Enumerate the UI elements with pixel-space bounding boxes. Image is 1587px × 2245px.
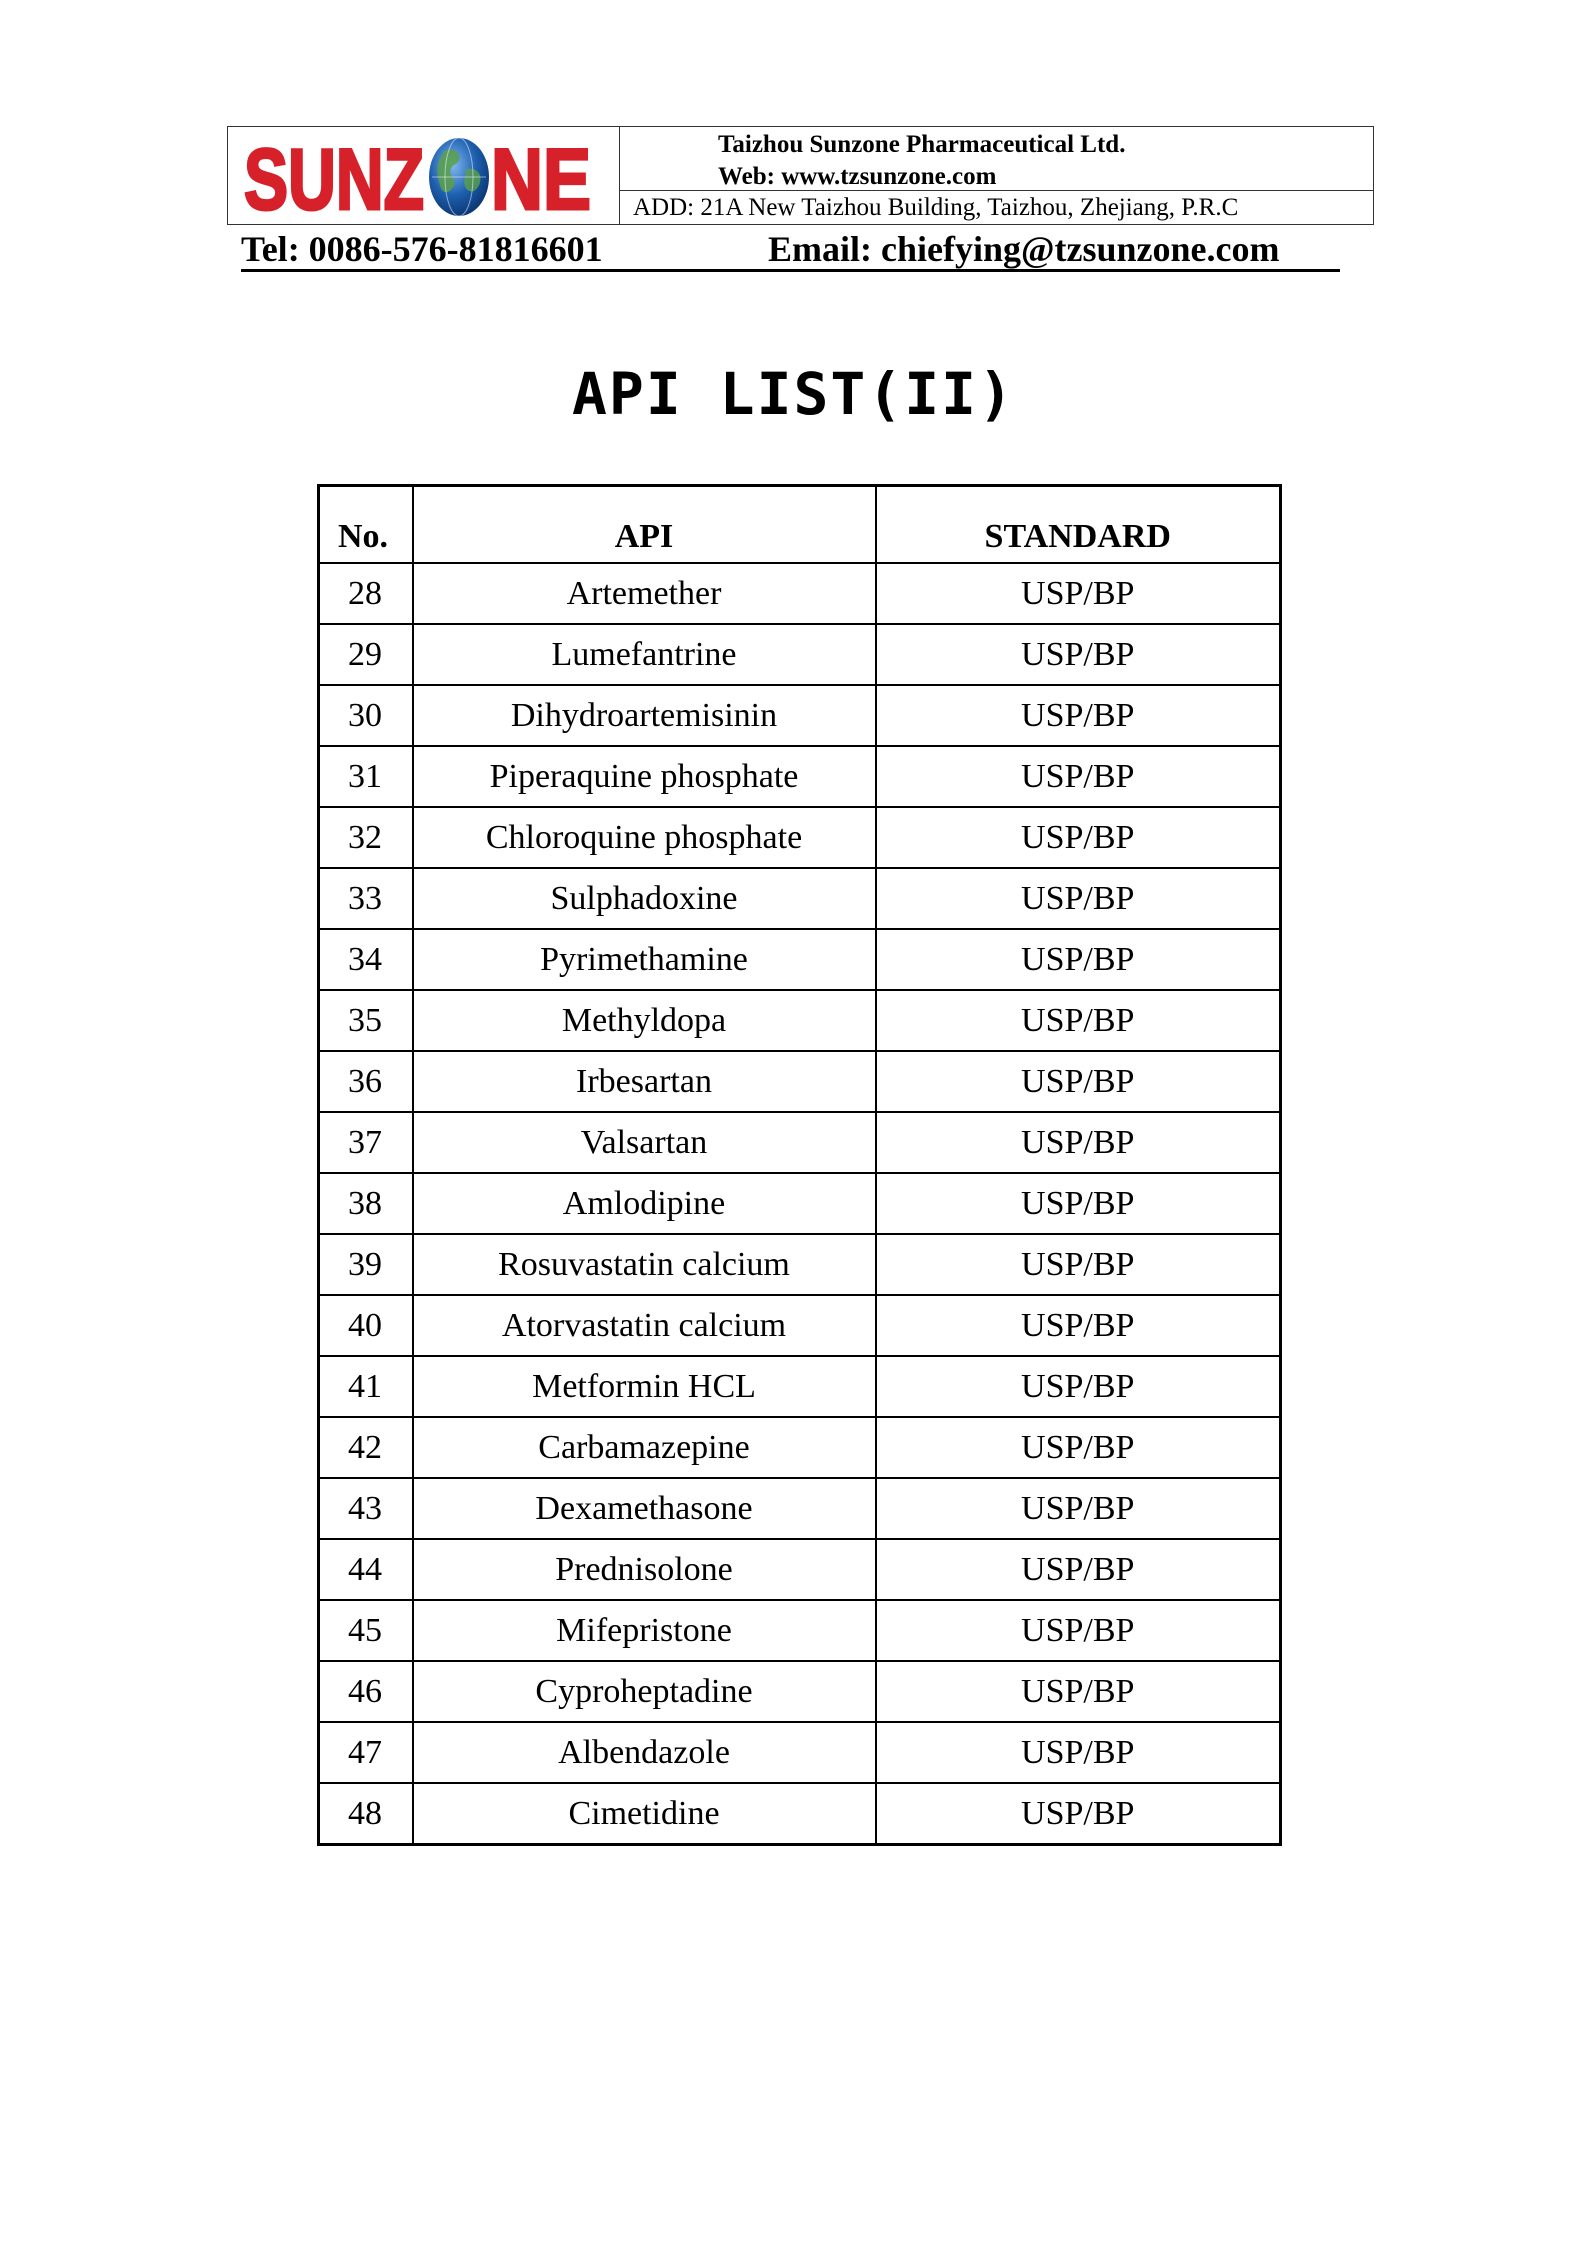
api-name: Lumefantrine (413, 624, 876, 685)
api-name: Albendazole (413, 1722, 876, 1783)
api-standard: USP/BP (876, 929, 1281, 990)
api-name: Atorvastatin calcium (413, 1295, 876, 1356)
globe-icon (429, 138, 489, 216)
table-body (319, 563, 1281, 1845)
table-row (319, 1661, 1281, 1722)
api-name: Chloroquine phosphate (413, 807, 876, 868)
table-row (319, 1478, 1281, 1539)
api-name: Rosuvastatin calcium (413, 1234, 876, 1295)
row-number: 45 (319, 1600, 413, 1661)
api-standard: USP/BP (876, 1295, 1281, 1356)
table-row (319, 1783, 1281, 1845)
api-standard: USP/BP (876, 1051, 1281, 1112)
row-number: 39 (319, 1234, 413, 1295)
company-address: ADD: 21A New Taizhou Building, Taizhou, Zhejiang, P.R.C (633, 193, 1239, 221)
api-name: Amlodipine (413, 1173, 876, 1234)
api-standard: USP/BP (876, 1722, 1281, 1783)
api-name: Methyldopa (413, 990, 876, 1051)
api-standard: USP/BP (876, 746, 1281, 807)
row-number: 29 (319, 624, 413, 685)
table-row (319, 929, 1281, 990)
sunzone-logo (244, 129, 606, 221)
table-row (319, 1356, 1281, 1417)
contact-tel: Tel: 0086-576-81816601 (241, 229, 603, 269)
company-info-top (620, 127, 1373, 191)
row-number: 31 (319, 746, 413, 807)
table-row (319, 1051, 1281, 1112)
table-row (319, 685, 1281, 746)
table-row (319, 1173, 1281, 1234)
api-name: Dexamethasone (413, 1478, 876, 1539)
svg-text:SUNZ: SUNZ (244, 132, 424, 221)
table-row (319, 1722, 1281, 1783)
api-standard: USP/BP (876, 1417, 1281, 1478)
company-web: Web: www.tzsunzone.com (718, 163, 997, 190)
api-standard: USP/BP (876, 990, 1281, 1051)
logo-cell (228, 127, 620, 224)
company-name: Taizhou Sunzone Pharmaceutical Ltd. (718, 131, 1126, 158)
svg-text:NE: NE (491, 132, 591, 221)
row-number: 40 (319, 1295, 413, 1356)
row-number: 32 (319, 807, 413, 868)
api-standard: USP/BP (876, 624, 1281, 685)
row-number: 36 (319, 1051, 413, 1112)
api-standard: USP/BP (876, 685, 1281, 746)
api-standard: USP/BP (876, 868, 1281, 929)
table-row (319, 624, 1281, 685)
row-number: 33 (319, 868, 413, 929)
api-name: Prednisolone (413, 1539, 876, 1600)
api-standard: USP/BP (876, 1112, 1281, 1173)
row-number: 28 (319, 563, 413, 624)
letterhead (227, 126, 1374, 225)
api-standard: USP/BP (876, 1356, 1281, 1417)
row-number: 44 (319, 1539, 413, 1600)
header-standard: STANDARD (876, 486, 1281, 564)
table-row (319, 1539, 1281, 1600)
page-title: API LIST(II) (571, 360, 1016, 428)
api-name: Dihydroartemisinin (413, 685, 876, 746)
table-row (319, 563, 1281, 624)
api-name: Mifepristone (413, 1600, 876, 1661)
company-info-bottom (620, 191, 1373, 224)
table-row (319, 1600, 1281, 1661)
row-number: 30 (319, 685, 413, 746)
row-number: 41 (319, 1356, 413, 1417)
api-standard: USP/BP (876, 1173, 1281, 1234)
contact-line (241, 226, 1341, 272)
api-name: Pyrimethamine (413, 929, 876, 990)
table-row (319, 807, 1281, 868)
api-standard: USP/BP (876, 1661, 1281, 1722)
api-name: Irbesartan (413, 1051, 876, 1112)
table-row (319, 1295, 1281, 1356)
api-standard: USP/BP (876, 807, 1281, 868)
row-number: 42 (319, 1417, 413, 1478)
api-name: Valsartan (413, 1112, 876, 1173)
api-name: Piperaquine phosphate (413, 746, 876, 807)
table-header-row (319, 486, 1281, 564)
row-number: 35 (319, 990, 413, 1051)
row-number: 47 (319, 1722, 413, 1783)
row-number: 46 (319, 1661, 413, 1722)
header-api: API (413, 486, 876, 564)
api-name: Cimetidine (413, 1783, 876, 1845)
api-standard: USP/BP (876, 1600, 1281, 1661)
api-name: Cyproheptadine (413, 1661, 876, 1722)
table-row (319, 868, 1281, 929)
table-row (319, 990, 1281, 1051)
api-table (317, 484, 1282, 1846)
api-standard: USP/BP (876, 563, 1281, 624)
api-standard: USP/BP (876, 1539, 1281, 1600)
contact-email: Email: chiefying@tzsunzone.com (768, 229, 1280, 269)
api-name: Carbamazepine (413, 1417, 876, 1478)
company-info (620, 127, 1373, 224)
header-no: No. (319, 486, 413, 564)
row-number: 38 (319, 1173, 413, 1234)
table-row (319, 1112, 1281, 1173)
api-name: Sulphadoxine (413, 868, 876, 929)
row-number: 48 (319, 1783, 413, 1845)
api-name: Artemether (413, 563, 876, 624)
api-name: Metformin HCL (413, 1356, 876, 1417)
api-standard: USP/BP (876, 1234, 1281, 1295)
api-standard: USP/BP (876, 1783, 1281, 1845)
table-row (319, 1234, 1281, 1295)
contact-underline (241, 269, 1340, 272)
table-row (319, 1417, 1281, 1478)
api-standard: USP/BP (876, 1478, 1281, 1539)
row-number: 37 (319, 1112, 413, 1173)
row-number: 43 (319, 1478, 413, 1539)
table-row (319, 746, 1281, 807)
row-number: 34 (319, 929, 413, 990)
